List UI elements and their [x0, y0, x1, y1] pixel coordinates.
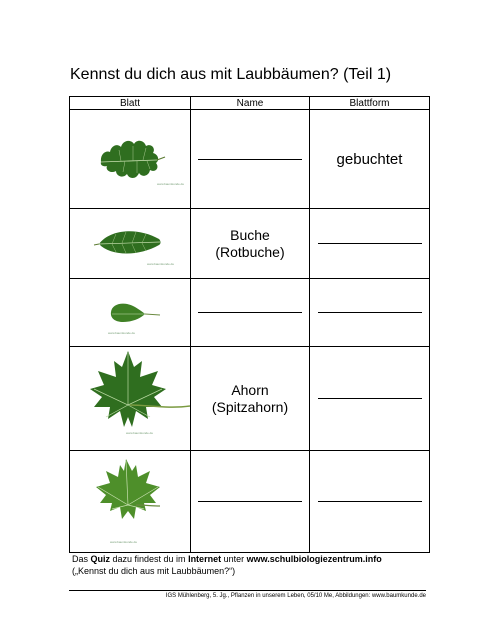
- footer-quiz: Quiz: [90, 554, 111, 564]
- leaf-cell: [70, 110, 191, 209]
- column-header-name: Name: [191, 97, 310, 110]
- leaf-cell: [70, 279, 191, 347]
- beech-leaf-icon: [70, 209, 190, 278]
- footer-text: unter: [221, 554, 247, 564]
- plane-leaf-icon: [70, 451, 190, 552]
- blattform-blank[interactable]: [318, 500, 422, 502]
- name-blank[interactable]: [198, 158, 302, 160]
- page-title: Kennst du dich aus mit Laubbäumen? (Teil 1): [70, 66, 392, 83]
- name-cell: [191, 347, 310, 451]
- tree-name: Ahorn: [231, 381, 269, 398]
- footer-line-2: („Kennst du dich aus mit Laubbäumen?“): [72, 566, 236, 576]
- column-header-blattform: Blattform: [310, 97, 430, 110]
- tree-name: Buche: [230, 226, 270, 243]
- footer-credit: IGS Mühlenberg, 5. Jg., Pflanzen in unserem Leben, 05/10 Me, Abbildungen: www.baumkunde.de: [165, 593, 426, 599]
- name-blank[interactable]: [198, 311, 302, 313]
- blattform-cell: gebuchtet: [310, 110, 430, 209]
- footer-url-link[interactable]: www.schulbiologiezentrum.info: [246, 554, 382, 564]
- footer-line-1: [72, 553, 432, 565]
- blattform-blank[interactable]: [318, 311, 422, 313]
- table-row: [70, 209, 430, 279]
- blattform-cell: [310, 451, 430, 553]
- watermark: www.baumkunde.de: [108, 331, 136, 335]
- footer-text: dazu findest du im: [110, 554, 189, 564]
- footer-internet: Internet: [188, 554, 222, 564]
- leaf-cell: [70, 209, 191, 279]
- tree-name-detail: (Rotbuche): [215, 243, 285, 260]
- table-row: [70, 110, 430, 209]
- watermark: www.baumkunde.de: [157, 182, 185, 186]
- name-cell: [191, 451, 310, 553]
- footer-text: Das: [72, 554, 91, 564]
- blattform-blank[interactable]: [318, 397, 422, 399]
- oak-leaf-icon: [70, 110, 190, 208]
- footer-note: [72, 553, 432, 577]
- tree-name-detail: (Spitzahorn): [211, 398, 289, 415]
- watermark: www.baumkunde.de: [126, 431, 154, 435]
- blattform-cell: [310, 209, 430, 279]
- table-row: [70, 279, 430, 347]
- blattform-blank[interactable]: [318, 242, 422, 244]
- footer-divider: [69, 590, 426, 591]
- watermark: www.baumkunde.de: [110, 540, 138, 544]
- worksheet-table: [69, 96, 430, 553]
- table-row: [70, 451, 430, 553]
- watermark: www.baumkunde.de: [147, 262, 175, 266]
- leaf-cell: [70, 451, 191, 553]
- leaf-cell: [70, 347, 191, 451]
- column-header-blatt: Blatt: [70, 97, 191, 110]
- table-header-row: [70, 97, 430, 110]
- blattform-cell: [310, 279, 430, 347]
- name-blank[interactable]: [198, 500, 302, 502]
- blattform-cell: [310, 347, 430, 451]
- table-row: [70, 347, 430, 451]
- name-cell: [191, 209, 310, 279]
- name-cell: [191, 279, 310, 347]
- birch-leaf-icon: [70, 279, 190, 346]
- name-cell: [191, 110, 310, 209]
